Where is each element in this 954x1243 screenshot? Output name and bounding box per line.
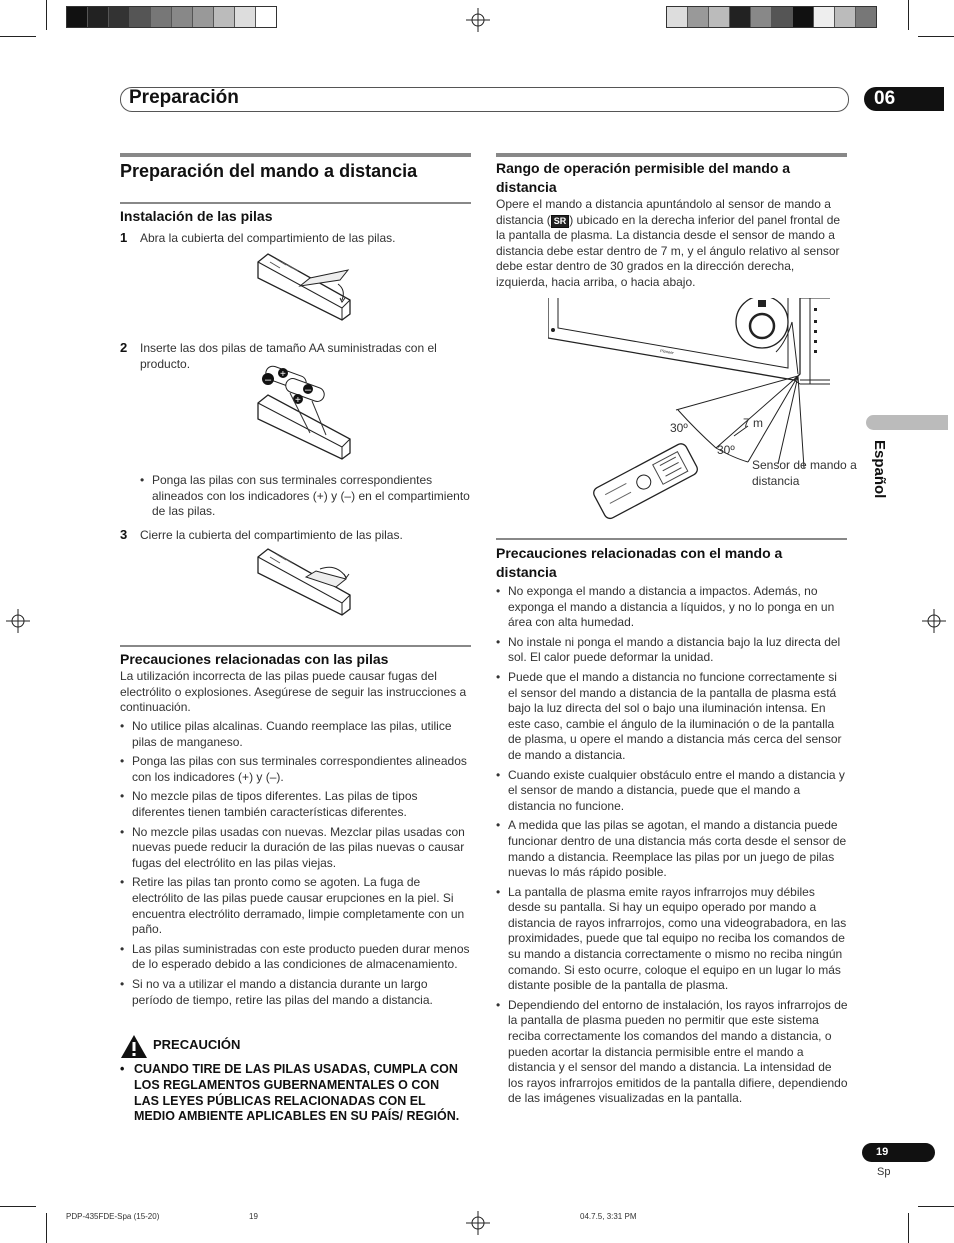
list-item: • Dependiendo del entorno de instalación, los rayos infrarrojos de la pantalla de plasma pueden no permitir que este sistema reciba correctamente los comandos del mando a distancia, o pueden acortar la distancia permisible entre el mando a distancia y el sensor del mando a distancia. La intensidad de los rayos infrarrojos emitidos de la pantalla difiere, dependiendo de las imágenes visualizadas en la pantalla. bbox=[496, 998, 848, 1107]
footer-page: 19 bbox=[249, 1212, 258, 1221]
list-item: • Retire las pilas tan pronto como se agoten. La fuga de electrólito de las pilas puede causar erupciones en la piel. Si encuentra electrólito derramado, limpie completamente con un paño. bbox=[120, 875, 470, 937]
chapter-header bbox=[120, 87, 849, 112]
warning-triangle-icon bbox=[120, 1034, 148, 1059]
crop-mark bbox=[46, 1213, 47, 1243]
registration-mark-icon bbox=[6, 609, 30, 633]
remote-open-cover-illustration bbox=[250, 250, 360, 325]
remote-precautions-list bbox=[496, 584, 848, 1107]
crop-mark bbox=[908, 0, 909, 30]
section-rule bbox=[496, 153, 847, 157]
subsection-rule bbox=[120, 645, 471, 647]
chapter-number: 06 bbox=[864, 87, 944, 111]
page-number: 19 bbox=[862, 1143, 935, 1162]
list-item: • No utilice pilas alcalinas. Cuando reemplace las pilas, utilice pilas de manganeso. bbox=[120, 719, 470, 750]
list-item: • No exponga el mando a distancia a impactos. Además, no exponga el mando a distancia a líquidos, y no lo ponga en un área con alta humedad. bbox=[496, 584, 848, 631]
registration-mark-icon bbox=[466, 1211, 490, 1235]
footer-file: PDP-435FDE-Spa (15-20) bbox=[66, 1212, 160, 1221]
svg-text:+: + bbox=[295, 395, 301, 406]
svg-text:Pioneer: Pioneer bbox=[659, 348, 675, 356]
list-item: • A medida que las pilas se agotan, el mando a distancia puede funcionar dentro de una distancia más corta desde el sensor de mando a distancia. Reemplace las pilas por un juego de pilas nuevas lo más rápido posible. bbox=[496, 818, 848, 880]
color-swatch-strip-left bbox=[66, 6, 277, 28]
list-item: • No instale ni ponga el mando a distancia bajo la luz directa del sol. El calor puede deformar la unidad. bbox=[496, 635, 848, 666]
registration-mark-icon bbox=[466, 8, 490, 32]
caution-text: • CUANDO TIRE DE LAS PILAS USADAS, CUMPLA CON LOS REGLAMENTOS GUBERNAMENTALES O CON LAS LEYES PÚBLICAS RELACIONADAS CON EL MEDIO AMBIENTE APLICABLES EN SU PAÍS/ REGIÓN. bbox=[120, 1062, 465, 1125]
battery-precautions-title: Precauciones relacionadas con las pilas bbox=[120, 651, 389, 667]
list-item: • Ponga las pilas con sus terminales correspondientes alineados con los indicadores (+) y (–) en el compartimiento de las pilas. bbox=[140, 473, 470, 520]
list-item: • Cuando existe cualquier obstáculo entre el mando a distancia y el sensor de mando a distancia, puede que el mando a distancia no funcione. bbox=[496, 768, 848, 815]
list-item: • No mezcle pilas de tipos diferentes. Las pilas de tipos diferentes tienen también características diferentes. bbox=[120, 789, 470, 820]
list-item: • Las pilas suministradas con este producto pueden durar menos de lo esperado debido a las condiciones de almacenamiento. bbox=[120, 942, 470, 973]
language-tab bbox=[866, 415, 948, 430]
subsection-rule bbox=[496, 538, 847, 540]
range-text-part-a: Opere el mando a distancia apuntándolo al sensor de mando a distancia ( bbox=[496, 197, 831, 227]
list-item: • Ponga las pilas con sus terminales correspondientes alineados con los indicadores (+) y (–). bbox=[120, 754, 470, 785]
caution-list bbox=[120, 1062, 465, 1125]
remote-insert-batteries-illustration bbox=[250, 363, 360, 463]
battery-precautions-intro: La utilización incorrecta de las pilas puede causar fugas del electrólito o explosiones. Asegúrese de seguir las instrucciones a continuación. bbox=[120, 669, 467, 715]
crop-mark bbox=[918, 1206, 954, 1207]
angle-label-1: 30º bbox=[670, 421, 688, 435]
footer-date: 04.7.5, 3:31 PM bbox=[580, 1212, 637, 1221]
range-title: Rango de operación permisible del mando a distancia bbox=[496, 160, 791, 195]
step-2-text: Inserte las dos pilas de tamaño AA suministradas con el producto. bbox=[140, 341, 437, 371]
crop-mark bbox=[918, 36, 954, 37]
range-text-part-b: ) ubicado en la derecha inferior del panel frontal de la pantalla de plasma. La distancia desde el sensor de mando a distancia debe estar dentro de 7 m, y el ángulo relativo al sensor debe estar dentro de 30 grados en la dirección derecha, izquierda, hacia arriba, o hacia abajo. bbox=[496, 212, 841, 289]
remote-close-cover-illustration bbox=[250, 547, 360, 617]
battery-precautions-list bbox=[120, 719, 470, 1008]
range-diagram bbox=[548, 298, 830, 530]
step-1-text: Abra la cubierta del compartimiento de las pilas. bbox=[140, 231, 396, 245]
list-item: • Puede que el mando a distancia no funcione correctamente si el sensor del mando a distancia de la pantalla de plasma está bajo la luz directa del sol o bajo una iluminación intensa. En este caso, cambie el ángulo de la iluminación o de la pantalla de plasma, u opere el mando a distancia más cerca del sensor de mando a distancia. bbox=[496, 670, 848, 764]
svg-text:+: + bbox=[280, 369, 286, 380]
chapter-title: Preparación bbox=[129, 87, 239, 108]
range-text bbox=[496, 197, 848, 291]
svg-text:–: – bbox=[265, 374, 272, 386]
step-3-text: Cierre la cubierta del compartimiento de las pilas. bbox=[140, 528, 403, 542]
sensor-label: Sensor de mando a distancia bbox=[752, 458, 857, 488]
subsection-rule bbox=[120, 202, 471, 204]
crop-mark bbox=[0, 36, 36, 37]
step-number: 3 bbox=[120, 527, 128, 542]
crop-mark bbox=[0, 1206, 36, 1207]
distance-label: 7 m bbox=[743, 416, 764, 430]
remote-precautions-title: Precauciones relacionadas con el mando a distancia bbox=[496, 545, 783, 580]
svg-text:–: – bbox=[305, 384, 312, 396]
crop-mark bbox=[908, 1213, 909, 1243]
step-number: 2 bbox=[120, 340, 128, 355]
registration-mark-icon bbox=[922, 609, 946, 633]
crop-mark bbox=[46, 0, 47, 30]
caution-label: PRECAUCIÓN bbox=[153, 1037, 241, 1052]
list-item: • No mezcle pilas usadas con nuevas. Mezclar pilas usadas con nuevas puede reducir la duración de las pilas nuevas o causar fugas del electrólito en las pilas viejas. bbox=[120, 825, 470, 872]
sensor-sr-icon: SR bbox=[551, 215, 570, 228]
page-lang: Sp bbox=[877, 1166, 891, 1178]
section-title: Preparación del mando a distancia bbox=[120, 161, 418, 181]
install-title: Instalación de las pilas bbox=[120, 208, 273, 224]
step-2-bullets bbox=[140, 473, 470, 520]
angle-label-2: 30º bbox=[717, 443, 735, 457]
language-tab-label: Español bbox=[871, 440, 888, 499]
list-item: • Si no va a utilizar el mando a distancia durante un largo período de tiempo, retire las pilas del mando a distancia. bbox=[120, 977, 470, 1008]
section-rule bbox=[120, 153, 471, 157]
list-item: • La pantalla de plasma emite rayos infrarrojos muy débiles desde su pantalla. Si hay un equipo operado por mando a distancia de rayos infrarrojos, como una videograbadora, en las proximidades, puede que tal equipo no reciba los comandos de su mando a distancia correctamente o mismo no reciba ningún comando. Si esto ocurre, coloque el equipo en un lugar lo más distante posible de la pantalla de plasma. bbox=[496, 885, 848, 994]
color-swatch-strip-right bbox=[666, 6, 877, 28]
step-number: 1 bbox=[120, 230, 128, 245]
